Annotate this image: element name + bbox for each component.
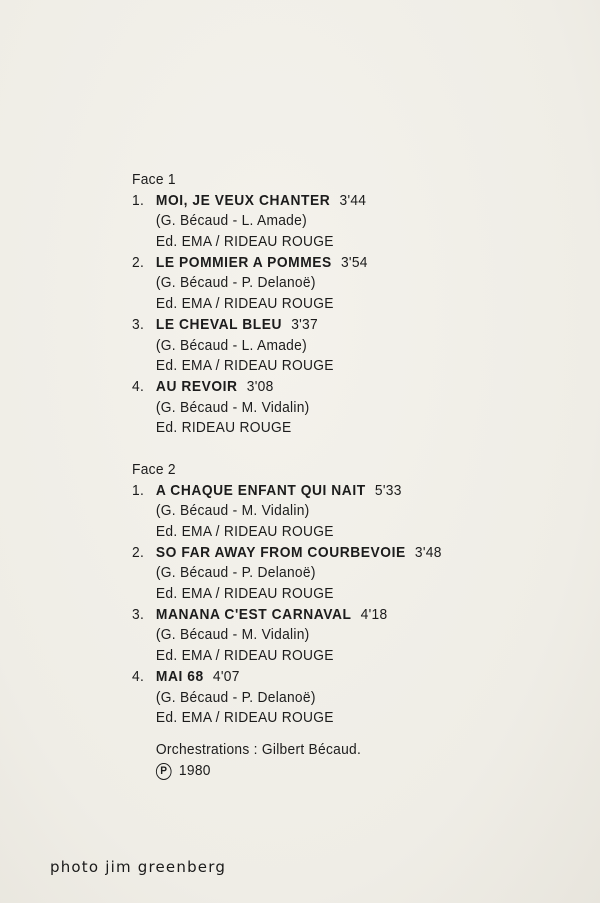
face-1-track-1 [132, 191, 442, 253]
track-number: 1. [132, 481, 145, 499]
face-1-heading: Face 1 [132, 171, 176, 188]
track-authors: (G. Bécaud - L. Amade) [155, 336, 307, 354]
track-number: 4. [132, 377, 145, 395]
face-2-track-4 [132, 667, 442, 729]
track-number: 3. [132, 605, 145, 623]
photo-credit: photo jim greenberg [50, 858, 227, 876]
track-authors: (G. Bécaud - P. Delanoë) [155, 274, 316, 292]
track-publisher: Ed. EMA / RIDEAU ROUGE [155, 647, 334, 665]
track-number: 2. [132, 543, 145, 561]
face-2-track-2 [132, 543, 442, 605]
track-authors: (G. Bécaud - M. Vidalin) [155, 398, 310, 416]
track-publisher: Ed. EMA / RIDEAU ROUGE [155, 295, 334, 313]
copyright-year: 1980 [178, 761, 211, 779]
track-publisher: Ed. EMA / RIDEAU ROUGE [155, 523, 334, 540]
track-title: MOI, JE VEUX CHANTER [155, 191, 331, 209]
track-title: A CHAQUE ENFANT QUI NAIT [155, 481, 366, 499]
track-duration: 4'18 [360, 605, 388, 623]
credits-footer [132, 740, 442, 781]
track-title: MANANA C'EST CARNAVAL [155, 605, 352, 623]
track-title: LE CHEVAL BLEU [155, 315, 282, 333]
track-publisher: Ed. RIDEAU ROUGE [155, 419, 292, 437]
face-1-track-2 [132, 253, 442, 315]
track-duration: 3'08 [246, 377, 274, 395]
track-number: 2. [132, 253, 145, 271]
face-1-section [132, 170, 442, 439]
track-title: LE POMMIER A POMMES [155, 253, 332, 271]
track-number: 4. [132, 667, 145, 685]
orchestrations-credit: Orchestrations : Gilbert Bécaud. [155, 740, 362, 758]
track-title: MAI 68 [155, 667, 204, 685]
track-publisher: Ed. EMA / RIDEAU ROUGE [155, 585, 334, 603]
face-1-track-4 [132, 377, 442, 439]
track-duration: 3'48 [414, 543, 442, 561]
face-2-section [132, 460, 442, 729]
track-authors: (G. Bécaud - P. Delanoë) [155, 564, 316, 582]
phonogram-icon: P [156, 763, 172, 780]
copyright-line [156, 761, 442, 782]
track-authors: (G. Bécaud - M. Vidalin) [155, 626, 310, 644]
track-authors: (G. Bécaud - M. Vidalin) [155, 502, 310, 520]
track-duration: 3'54 [340, 253, 368, 271]
track-duration: 5'33 [374, 481, 402, 499]
track-publisher: Ed. EMA / RIDEAU ROUGE [155, 709, 334, 727]
face-2-track-3 [132, 605, 442, 667]
face-1-track-3 [132, 315, 442, 377]
face-2-track-1 [132, 481, 442, 543]
track-number: 3. [132, 315, 145, 333]
track-authors: (G. Bécaud - P. Delanoë) [155, 688, 316, 706]
track-title: SO FAR AWAY FROM COURBEVOIE [155, 543, 406, 561]
track-listing [132, 170, 442, 781]
track-duration: 4'07 [212, 667, 240, 685]
track-duration: 3'37 [291, 315, 318, 333]
track-authors: (G. Bécaud - L. Amade) [155, 212, 307, 230]
track-title: AU REVOIR [155, 377, 238, 395]
track-number: 1. [132, 191, 145, 209]
track-duration: 3'44 [339, 191, 367, 209]
track-publisher: Ed. EMA / RIDEAU ROUGE [155, 233, 334, 251]
face-2-heading: Face 2 [132, 460, 176, 478]
track-publisher: Ed. EMA / RIDEAU ROUGE [155, 357, 334, 375]
